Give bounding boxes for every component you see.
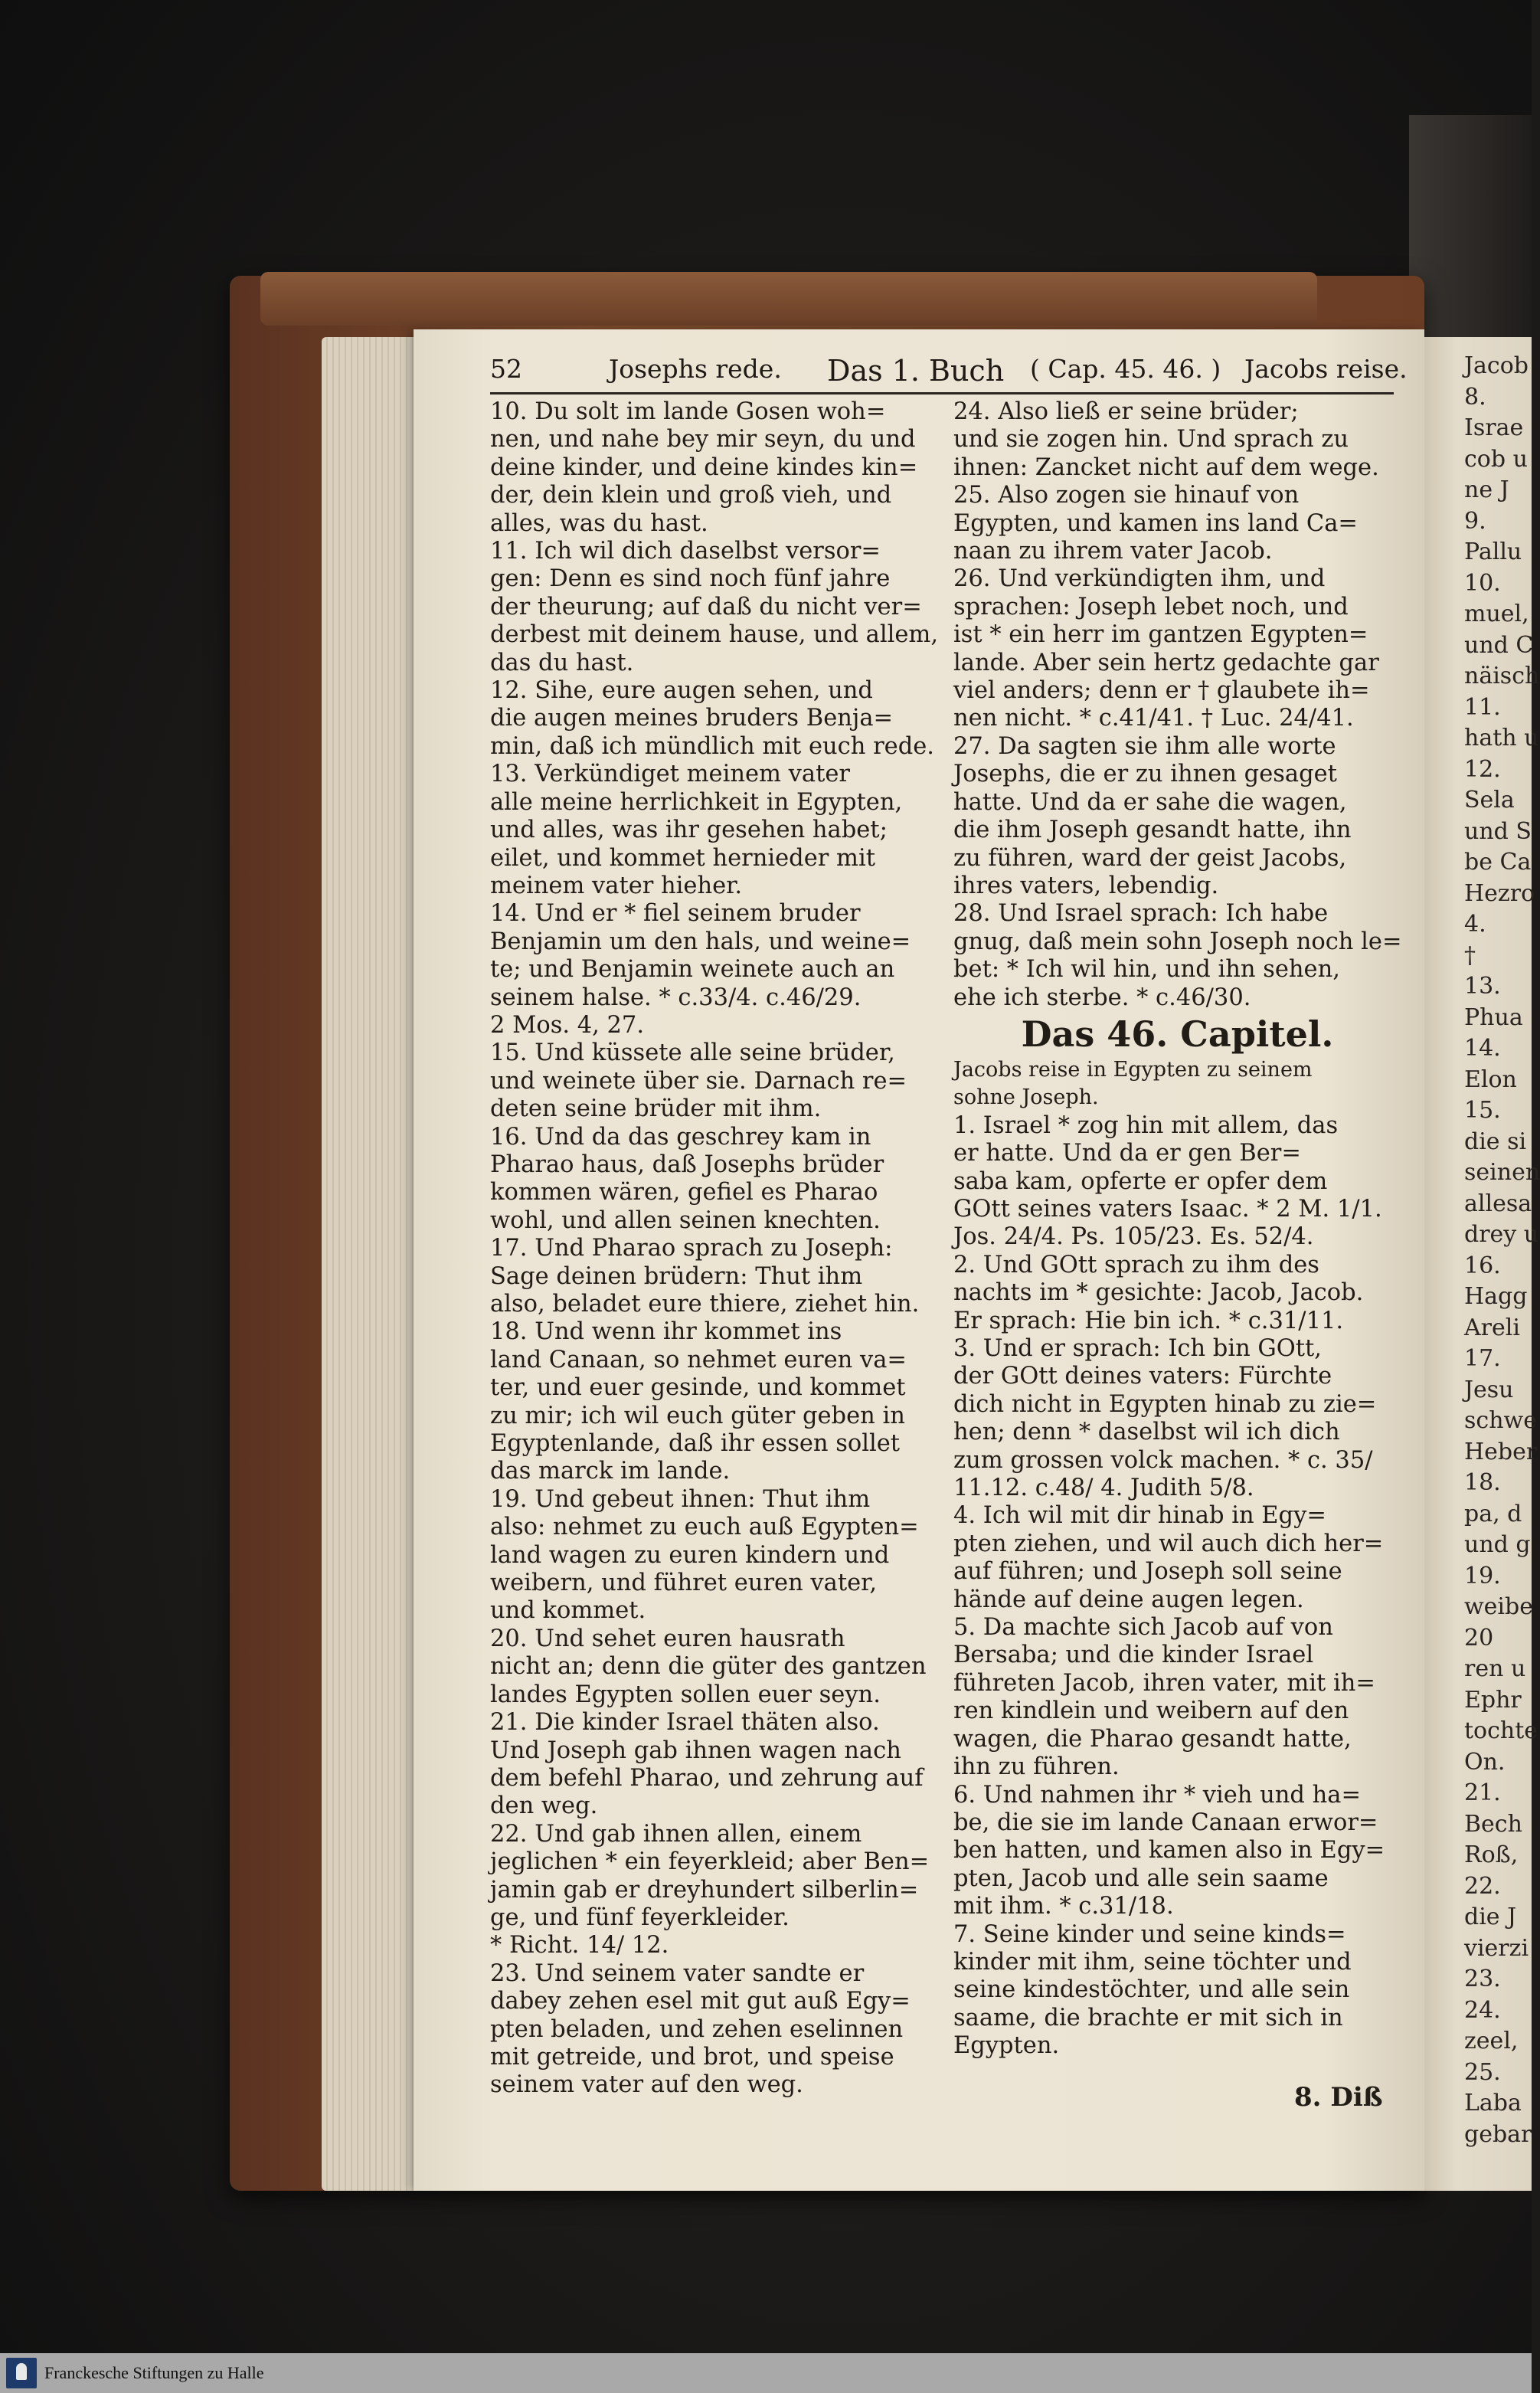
- next-page-fragment: pa, d: [1464, 1500, 1522, 1527]
- next-page-fragment: 9.: [1464, 507, 1486, 535]
- footer-label: Franckesche Stiftungen zu Halle: [44, 2363, 264, 2382]
- text-line: deine kinder, und deine kindes kin=: [490, 453, 918, 481]
- text-line: Er sprach: Hie bin ich. * c.31/11.: [953, 1307, 1344, 1334]
- text-line: hen; denn * daselbst wil ich dich: [953, 1419, 1340, 1446]
- text-line: weibern, und führet euren vater,: [490, 1570, 878, 1597]
- next-page-fragment: weibe: [1464, 1593, 1533, 1620]
- running-header: [490, 354, 1408, 392]
- next-page-fragment: 20: [1464, 1624, 1494, 1652]
- next-page-fragment: hath u: [1464, 725, 1539, 751]
- next-page-fragment: 21.: [1464, 1779, 1501, 1806]
- next-page-fragment: Phua: [1464, 1003, 1523, 1031]
- text-line: dabey zehen esel mit gut auß Egy=: [490, 1988, 911, 2015]
- text-line: 22. Und gab ihnen allen, einem: [490, 1820, 862, 1848]
- next-page-fragment: Jesu: [1464, 1376, 1514, 1403]
- text-line: alle meine herrlichkeit in Egypten,: [490, 788, 903, 816]
- next-page-fragment: drey u: [1464, 1221, 1539, 1248]
- next-page-fragment: 17.: [1464, 1345, 1501, 1372]
- book-cover-top-edge: [260, 272, 1317, 326]
- text-line: eilet, und kommet hernieder mit: [490, 844, 875, 872]
- text-line: Bersaba; und die kinder Israel: [953, 1642, 1314, 1669]
- chapter-summary-line-2: sohne Joseph.: [953, 1085, 1099, 1110]
- text-line: meinem vater hieher.: [490, 872, 743, 899]
- next-page-fragment: 23.: [1464, 1966, 1501, 1992]
- text-line: 23. Und seinem vater sandte er: [490, 1959, 865, 1987]
- text-line: 21. Die kinder Israel thäten also.: [490, 1709, 880, 1737]
- next-page-fragment: †: [1464, 941, 1476, 969]
- text-line: kommen wären, gefiel es Pharao: [490, 1179, 878, 1206]
- text-line: auf führen; und Joseph soll seine: [953, 1558, 1342, 1586]
- text-line: 19. Und gebeut ihnen: Thut ihm: [490, 1485, 871, 1513]
- next-page-fragment: Elon: [1464, 1066, 1517, 1093]
- text-line: 11. Ich wil dich daselbst versor=: [490, 538, 881, 565]
- text-line: zu mir; ich wil euch güter geben in: [490, 1402, 905, 1429]
- next-page-fragment: Heber: [1464, 1438, 1538, 1465]
- text-line: min, daß ich mündlich mit euch rede.: [490, 732, 934, 760]
- text-line: jamin gab er dreyhundert silberlin=: [490, 1876, 919, 1904]
- header-chapters: ( Cap. 45. 46. ): [1030, 354, 1221, 384]
- next-page-fragment: 25.: [1464, 2058, 1501, 2086]
- text-line: hatte. Und da er sahe die wagen,: [953, 788, 1347, 816]
- text-line: die ihm Joseph gesandt hatte, ihn: [953, 817, 1352, 844]
- next-page-fragment: 8.: [1464, 383, 1486, 411]
- next-page-fragment: Areli: [1464, 1314, 1520, 1341]
- text-line: 2. Und GOtt sprach zu ihm des: [953, 1251, 1319, 1278]
- text-line: 5. Da machte sich Jacob auf von: [953, 1614, 1333, 1642]
- text-line: also: nehmet zu euch auß Egypten=: [490, 1514, 919, 1541]
- text-line: te; und Benjamin weinete auch an: [490, 956, 895, 984]
- text-line: pten, Jacob und alle sein saame: [953, 1864, 1329, 1892]
- text-line: wagen, die Pharao gesandt hatte,: [953, 1725, 1352, 1753]
- next-page-fragment: und C: [1464, 631, 1534, 659]
- text-line: ihn zu führen.: [953, 1753, 1120, 1781]
- chapter-heading: Das 46. Capitel.: [1021, 1013, 1334, 1055]
- next-page-fragment: Hezro: [1464, 879, 1535, 907]
- next-page-fragment: 10.: [1464, 569, 1501, 597]
- text-line: 2 Mos. 4, 27.: [490, 1011, 645, 1039]
- next-page-fragment: 16.: [1464, 1252, 1501, 1279]
- text-line: kinder mit ihm, seine töchter und: [953, 1948, 1352, 1976]
- text-line: sprachen: Joseph lebet noch, und: [953, 593, 1349, 620]
- next-page-fragment: und g: [1464, 1531, 1531, 1558]
- text-line: seine kindestöchter, und alle sein: [953, 1976, 1350, 2004]
- text-line: ihnen: Zancket nicht auf dem wege.: [953, 453, 1379, 481]
- text-line: also, beladet eure thiere, ziehet hin.: [490, 1291, 920, 1318]
- text-line: viel anders; denn er † glaubete ih=: [953, 677, 1370, 705]
- next-page-fragment: gebar: [1464, 2120, 1532, 2148]
- next-page-fragment: und S: [1464, 817, 1532, 845]
- text-line: 28. Und Israel sprach: Ich habe: [953, 900, 1329, 928]
- next-page-fragment: muel,: [1464, 601, 1529, 627]
- text-line: 6. Und nahmen ihr * vieh und ha=: [953, 1781, 1362, 1809]
- text-line: alles, was du hast.: [490, 509, 708, 537]
- text-line: zum grossen volck machen. * c. 35/: [953, 1446, 1373, 1474]
- next-page-fragment: die si: [1464, 1128, 1527, 1155]
- text-line: 25. Also zogen sie hinauf von: [953, 482, 1300, 509]
- footer-bar: [0, 2353, 1532, 2393]
- next-page-fragment: Laba: [1464, 2090, 1522, 2116]
- text-line: Egyptenlande, daß ihr essen sollet: [490, 1430, 901, 1458]
- text-line: ehe ich sterbe. * c.46/30.: [953, 984, 1251, 1011]
- next-page-fragment: cob u: [1464, 445, 1528, 473]
- text-line: und alles, was ihr gesehen habet;: [490, 817, 888, 844]
- next-page-fragment: ne J: [1464, 476, 1509, 503]
- text-line: Benjamin um den hals, und weine=: [490, 928, 911, 955]
- text-line: ist * ein herr im gantzen Egypten=: [953, 621, 1368, 649]
- next-page-fragment: Sela: [1464, 787, 1515, 813]
- next-page-fragment: Jacob: [1464, 352, 1529, 379]
- text-line: landes Egypten sollen euer seyn.: [490, 1681, 881, 1708]
- text-line: ren kindlein und weibern auf den: [953, 1697, 1349, 1725]
- text-line: deten seine brüder mit ihm.: [490, 1095, 822, 1123]
- next-page-fragment: 4.: [1464, 911, 1486, 938]
- text-line: 10. Du solt im lande Gosen woh=: [490, 398, 886, 425]
- next-page-fragment: Pallu: [1464, 539, 1522, 565]
- text-line: bet: * Ich wil hin, und ihn sehen,: [953, 956, 1340, 984]
- text-line: das du hast.: [490, 649, 634, 676]
- text-line: der theurung; auf daß du nicht ver=: [490, 593, 922, 620]
- text-line: seinem halse. * c.33/4. c.46/29.: [490, 984, 862, 1011]
- text-line: gen: Denn es sind noch fünf jahre: [490, 565, 891, 593]
- text-line: 1. Israel * zog hin mit allem, das: [953, 1111, 1339, 1139]
- next-page-fragment: be Ca: [1464, 849, 1532, 876]
- text-line: Pharao haus, daß Josephs brüder: [490, 1151, 884, 1178]
- text-line: land Canaan, so nehmet euren va=: [490, 1346, 907, 1373]
- text-line: nen nicht. * c.41/41. † Luc. 24/41.: [953, 705, 1354, 732]
- next-page-fragment: die J: [1464, 1904, 1517, 1930]
- text-line: 24. Also ließ er seine brüder;: [953, 398, 1299, 425]
- page-number: 52: [490, 354, 522, 384]
- text-line: 18. Und wenn ihr kommet ins: [490, 1318, 842, 1346]
- text-line: nicht an; denn die güter des gantzen: [490, 1653, 927, 1681]
- chapter-46-verses: [953, 1112, 1401, 2061]
- text-line: ihres vaters, lebendig.: [953, 872, 1219, 899]
- text-line: 17. Und Pharao sprach zu Joseph:: [490, 1235, 893, 1262]
- text-line: Sage deinen brüdern: Thut ihm: [490, 1262, 863, 1290]
- next-page-fragment: On.: [1464, 1748, 1506, 1776]
- text-line: Jos. 24/4. Ps. 105/23. Es. 52/4.: [953, 1223, 1314, 1251]
- text-line: führeten Jacob, ihren vater, mit ih=: [953, 1669, 1375, 1697]
- text-line: den weg.: [490, 1792, 598, 1820]
- next-page-fragment: Ephr: [1464, 1686, 1522, 1714]
- next-page-fragment: 24.: [1464, 1996, 1501, 2024]
- text-line: das marck im lande.: [490, 1458, 731, 1485]
- text-line: der, dein klein und groß vieh, und: [490, 482, 892, 509]
- text-line: 12. Sihe, eure augen sehen, und: [490, 677, 873, 705]
- text-line: und sie zogen hin. Und sprach zu: [953, 426, 1349, 453]
- text-line: saba kam, opferte er opfer dem: [953, 1167, 1328, 1195]
- text-line: * Richt. 14/ 12.: [490, 1932, 669, 1959]
- text-line: hände auf deine augen legen.: [953, 1586, 1304, 1613]
- next-page-fragment: tochte: [1464, 1717, 1538, 1744]
- text-line: die augen meines bruders Benja=: [490, 705, 894, 732]
- next-page-fragment: 18.: [1464, 1469, 1501, 1496]
- text-line: jeglichen * ein feyerkleid; aber Ben=: [490, 1848, 930, 1876]
- next-page-fragment: zeel,: [1464, 2028, 1519, 2054]
- text-line: Egypten, und kamen ins land Ca=: [953, 509, 1358, 537]
- text-line: er hatte. Und da er gen Ber=: [953, 1140, 1301, 1167]
- institution-logo-icon: [6, 2358, 37, 2388]
- text-line: 27. Da sagten sie ihm alle worte: [953, 732, 1336, 760]
- next-page-fragment: 13.: [1464, 973, 1501, 1000]
- next-page-fragment: allesa: [1464, 1190, 1532, 1217]
- next-page-fragment: Roß,: [1464, 1841, 1519, 1868]
- text-line: dich nicht in Egypten hinab zu zie=: [953, 1390, 1377, 1418]
- next-page-fragment: näisch: [1464, 663, 1540, 689]
- text-line: gnug, daß mein sohn Joseph noch le=: [953, 928, 1402, 955]
- text-line: und kommet.: [490, 1597, 646, 1625]
- text-line: derbest mit deinem hause, und allem,: [490, 621, 939, 649]
- next-page-fragment: 14.: [1464, 1035, 1501, 1062]
- text-line: 4. Ich wil mit dir hinab in Egy=: [953, 1502, 1326, 1530]
- text-line: 14. Und er * fiel seinem bruder: [490, 900, 861, 928]
- text-line: nachts im * gesichte: Jacob, Jacob.: [953, 1279, 1364, 1307]
- text-line: 13. Verkündiget meinem vater: [490, 761, 850, 788]
- text-line: 20. Und sehet euren hausrath: [490, 1625, 845, 1652]
- next-page-fragment: seinen: [1464, 1159, 1540, 1186]
- text-line: 11.12. c.48/ 4. Judith 5/8.: [953, 1475, 1254, 1502]
- text-line: be, die sie im lande Canaan erwor=: [953, 1809, 1378, 1836]
- text-line: zu führen, ward der geist Jacobs,: [953, 844, 1347, 872]
- text-line: ge, und fünf feyerkleider.: [490, 1904, 790, 1931]
- next-page-fragment: 19.: [1464, 1562, 1501, 1589]
- next-page-fragment: Israe: [1464, 414, 1524, 441]
- text-line: wohl, und allen seinen knechten.: [490, 1206, 881, 1234]
- text-line: GOtt seines vaters Isaac. * 2 M. 1/1.: [953, 1195, 1382, 1223]
- text-line: lande. Aber sein hertz gedachte gar: [953, 649, 1379, 676]
- text-line: 15. Und küssete alle seine brüder,: [490, 1039, 895, 1067]
- text-line: und weinete über sie. Darnach re=: [490, 1067, 907, 1095]
- header-left-title: Josephs rede.: [609, 354, 782, 384]
- text-line: naan zu ihrem vater Jacob.: [953, 538, 1273, 565]
- next-page-fragment: schwe: [1464, 1407, 1537, 1434]
- text-line: 3. Und er sprach: Ich bin GOtt,: [953, 1335, 1322, 1362]
- text-line: saame, die brachte er mit sich in: [953, 2004, 1343, 2031]
- next-page-fragment: vierzi: [1464, 1934, 1529, 1962]
- next-page-fragment: 11.: [1464, 693, 1501, 721]
- text-line: 7. Seine kinder und seine kinds=: [953, 1920, 1346, 1948]
- next-page-fragment: ren u: [1464, 1655, 1526, 1682]
- chapter-45-verses: [953, 398, 1401, 1012]
- header-right-title: Jacobs reise.: [1244, 354, 1408, 384]
- text-line: Egypten.: [953, 2032, 1060, 2060]
- next-page-edge: [1424, 337, 1540, 2191]
- text-line: pten ziehen, und wil auch dich her=: [953, 1530, 1384, 1557]
- text-line: pten beladen, und zehen eselinnen: [490, 2015, 904, 2043]
- catchword: 8. Diß: [1294, 2082, 1383, 2113]
- text-line: Josephs, die er zu ihnen gesaget: [953, 761, 1337, 788]
- next-page-fragment: 22.: [1464, 1872, 1501, 1900]
- text-line: Und Joseph gab ihnen wagen nach: [490, 1737, 901, 1764]
- next-page-fragment: Bech: [1464, 1810, 1522, 1838]
- text-line: 16. Und da das geschrey kam in: [490, 1123, 871, 1151]
- text-line: nen, und nahe bey mir seyn, du und: [490, 426, 916, 453]
- header-book: Das 1. Buch: [827, 354, 1005, 388]
- text-column-left: [490, 398, 938, 2100]
- next-page-fragment: 12.: [1464, 755, 1501, 783]
- text-column-right: [953, 398, 1401, 2061]
- text-line: mit ihm. * c.31/18.: [953, 1893, 1174, 1920]
- text-line: ben hatten, und kamen also in Egy=: [953, 1837, 1385, 1864]
- header-rule: [490, 392, 1394, 394]
- text-line: der GOtt deines vaters: Fürchte: [953, 1363, 1332, 1390]
- next-page-fragment: 15.: [1464, 1097, 1501, 1124]
- text-line: dem befehl Pharao, und zehrung auf: [490, 1764, 924, 1792]
- chapter-summary-line-1: Jacobs reise in Egypten zu seinem: [953, 1057, 1313, 1082]
- text-line: mit getreide, und brot, und speise: [490, 2043, 894, 2071]
- text-line: 26. Und verkündigten ihm, und: [953, 565, 1326, 593]
- text-line: seinem vater auf den weg.: [490, 2071, 803, 2099]
- next-page-fragment: Hagg: [1464, 1283, 1528, 1310]
- text-line: land wagen zu euren kindern und: [490, 1541, 890, 1569]
- text-line: ter, und euer gesinde, und kommet: [490, 1374, 906, 1402]
